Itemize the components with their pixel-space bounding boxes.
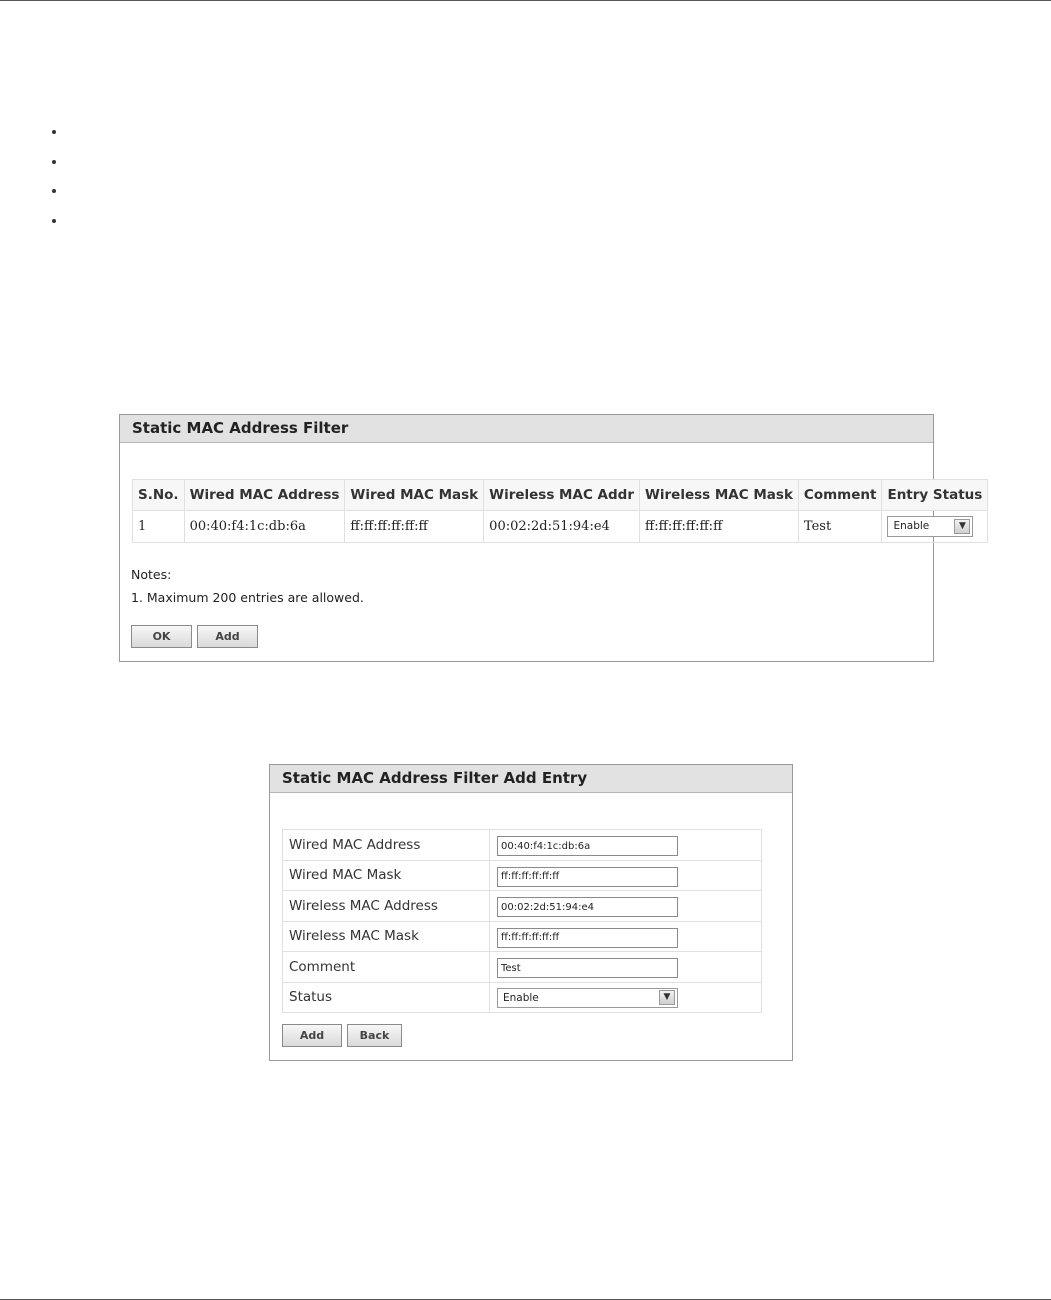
add-entry-form (282, 829, 762, 1013)
cell-wired-mac: 00:40:f4:1c:db:6a (184, 511, 345, 543)
panel-title: Static MAC Address Filter (120, 415, 933, 443)
add-entry-button[interactable]: Add (282, 1024, 342, 1047)
column-header-wireless-mac: Wireless MAC Addr (484, 480, 640, 511)
wired-mac-label: Wired MAC Address (283, 830, 490, 861)
form-row-wired-mac (283, 830, 762, 861)
comment-input[interactable] (497, 958, 678, 978)
wireless-mask-input[interactable] (497, 928, 678, 948)
status-select[interactable] (497, 988, 678, 1008)
add-button[interactable]: Add (197, 625, 258, 648)
comment-label: Comment (283, 952, 490, 983)
status-cell (490, 982, 762, 1013)
cell-wireless-mask: ff:ff:ff:ff:ff:ff (639, 511, 798, 543)
panel-title: Static MAC Address Filter Add Entry (270, 765, 792, 793)
column-header-sno: S.No. (133, 480, 185, 511)
wireless-mac-label: Wireless MAC Address (283, 891, 490, 922)
table-header-row (133, 480, 988, 511)
chevron-down-icon: ▼ (659, 990, 675, 1005)
cell-wireless-mac: 00:02:2d:51:94:e4 (484, 511, 640, 543)
column-header-wired-mask: Wired MAC Mask (345, 480, 484, 511)
form-row-wired-mask (283, 860, 762, 891)
cell-comment: Test (798, 511, 882, 543)
column-header-wireless-mask: Wireless MAC Mask (639, 480, 798, 511)
bullet-dot (52, 219, 56, 223)
form-row-wireless-mask (283, 921, 762, 952)
chevron-down-icon: ▼ (954, 519, 970, 534)
wired-mask-input[interactable] (497, 867, 678, 887)
wireless-mask-cell (490, 921, 762, 952)
form-row-status (283, 982, 762, 1013)
bullet-dot (52, 130, 56, 134)
wireless-mac-cell (490, 891, 762, 922)
wired-mask-label: Wired MAC Mask (283, 860, 490, 891)
ok-button[interactable]: OK (131, 625, 192, 648)
wired-mac-cell (490, 830, 762, 861)
bullet-dot (52, 189, 56, 193)
cell-entry-status (882, 511, 988, 543)
wired-mask-cell (490, 860, 762, 891)
add-entry-panel (269, 764, 793, 1061)
back-button[interactable]: Back (347, 1024, 402, 1047)
note-max-entries: 1. Maximum 200 entries are allowed. (131, 590, 364, 605)
cell-wired-mask: ff:ff:ff:ff:ff:ff (345, 511, 484, 543)
wireless-mask-label: Wireless MAC Mask (283, 921, 490, 952)
wireless-mac-input[interactable] (497, 897, 678, 917)
table-row (133, 511, 988, 543)
top-divider (0, 0, 1051, 1)
comment-cell (490, 952, 762, 983)
status-value: Enable (503, 991, 539, 1004)
column-header-entry-status: Entry Status (882, 480, 988, 511)
notes-label: Notes: (131, 567, 172, 582)
wired-mac-input[interactable] (497, 836, 678, 856)
entry-status-value: Enable (893, 520, 930, 532)
static-mac-filter-panel (119, 414, 983, 662)
column-header-wired-mac: Wired MAC Address (184, 480, 345, 511)
cell-sno: 1 (133, 511, 185, 543)
entry-status-select[interactable] (887, 516, 973, 537)
mac-filter-table (132, 479, 988, 543)
status-label: Status (283, 982, 490, 1013)
bullet-dot (52, 160, 56, 164)
form-row-comment (283, 952, 762, 983)
column-header-comment: Comment (798, 480, 882, 511)
form-row-wireless-mac (283, 891, 762, 922)
